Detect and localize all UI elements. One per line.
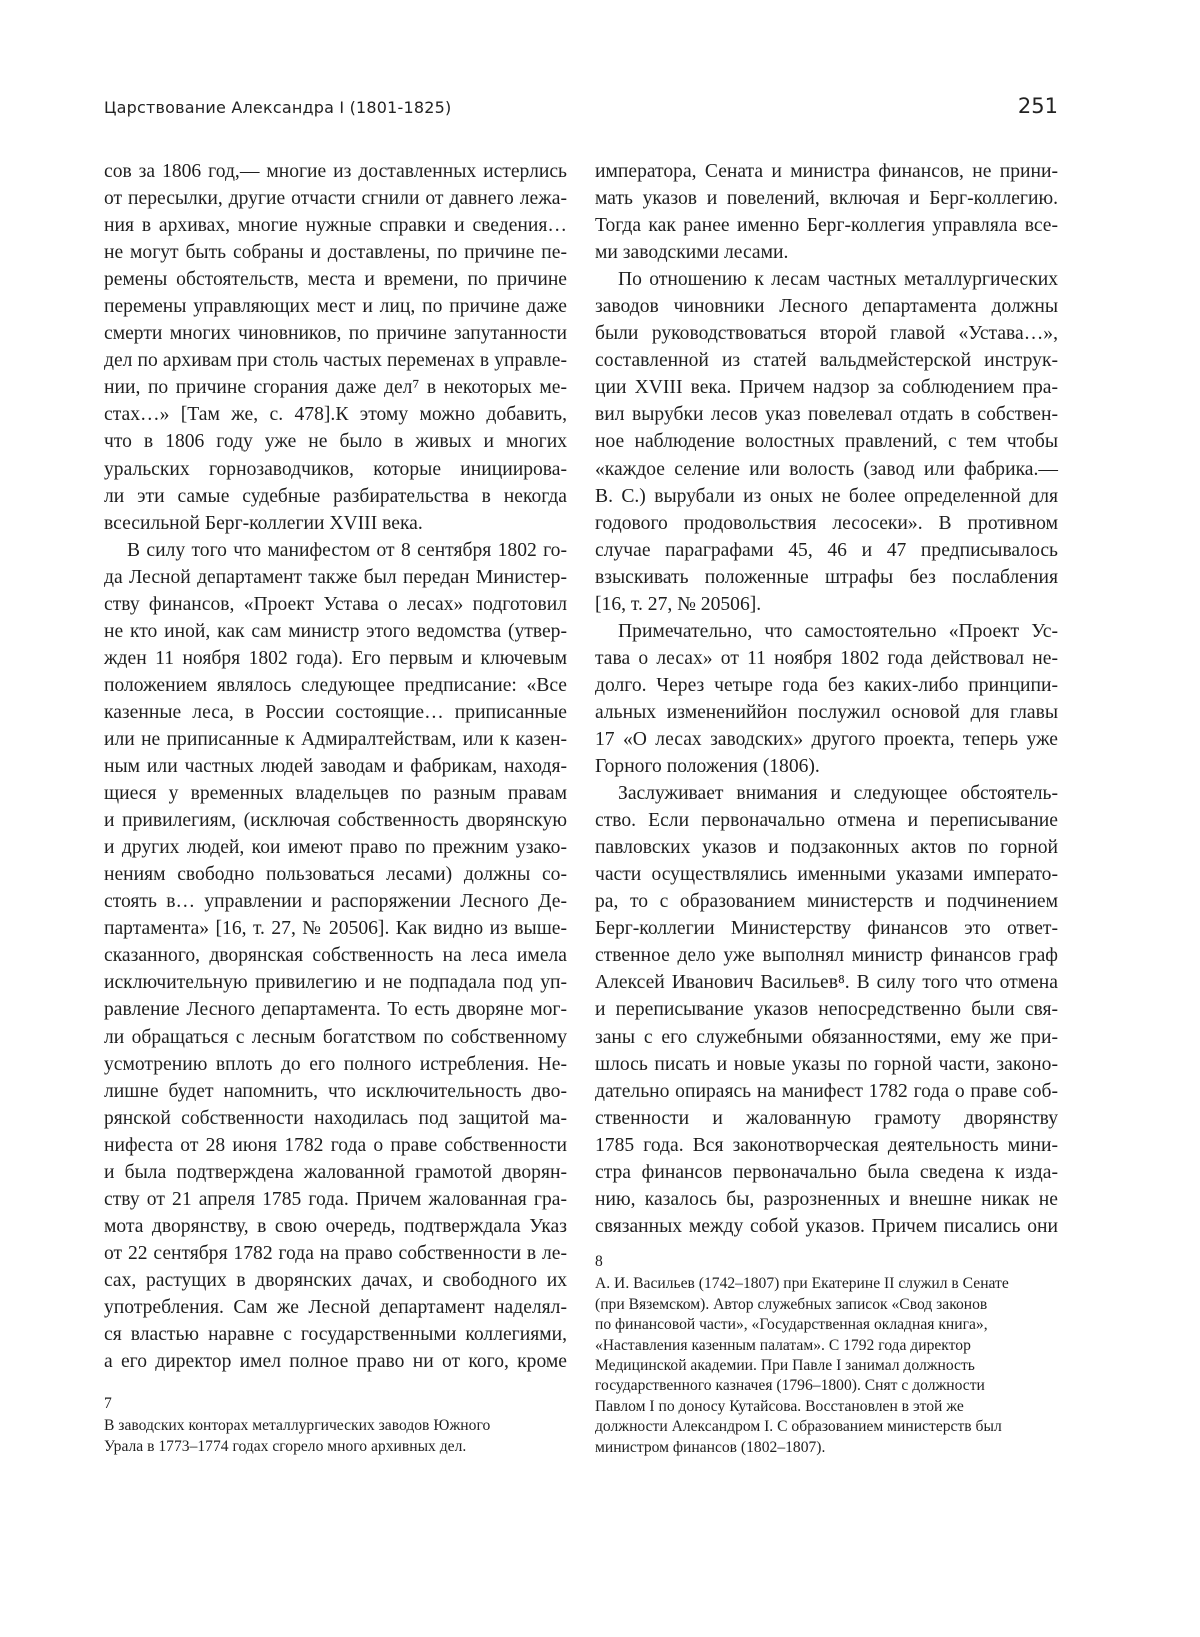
text-line: альных изменениййон послужил основой для главы: [595, 699, 1058, 726]
text-line: связанных между собой указов. Причем писались они: [595, 1213, 1058, 1240]
text-line: и переписывание указов непосредственно были свя-: [595, 996, 1058, 1023]
text-line: жден 11 ноября 1802 года). Его первым и ключевым: [104, 645, 567, 672]
footnote-number: 7: [104, 1394, 574, 1414]
text-line: долго. Через четыре года без каких-либо принципи-: [595, 672, 1058, 699]
text-line: годового продовольствия лесосеки». В противном: [595, 510, 1058, 537]
footnote-line: А. И. Васильев (1742–1807) при Екатерине II служил в Сенате: [595, 1274, 1065, 1294]
footnote-line: «Наставления казенным палатам». С 1792 года директор: [595, 1336, 1065, 1356]
paragraph: [104, 158, 567, 537]
text-line: от 22 сентября 1782 года на право собственности в ле-: [104, 1240, 567, 1267]
text-line: лишне будет напомнить, что исключительность дво-: [104, 1078, 567, 1105]
text-line: партамента» [16, т. 27, № 20506]. Как видно из выше-: [104, 915, 567, 942]
text-line: 1785 года. Вся законотворческая деятельность мини-: [595, 1132, 1058, 1159]
text-line: Примечательно, что самостоятельно «Проект Ус-: [595, 618, 1058, 645]
text-line: ству от 21 апреля 1785 года. Причем жалованная гра-: [104, 1186, 567, 1213]
footnote-line: государственного казначея (1796–1800). Снят с должности: [595, 1376, 1065, 1396]
text-line: стоять в… управлении и распоряжении Лесного Де-: [104, 888, 567, 915]
text-line: В силу того что манифестом от 8 сентября 1802 го-: [104, 537, 567, 564]
text-line: равление Лесного департамента. То есть дворяне мог-: [104, 996, 567, 1023]
text-line: нии, по причине сгорания даже дел⁷ в некоторых ме-: [104, 374, 567, 401]
text-line: щиеся у временных владельцев по разным правам: [104, 780, 567, 807]
text-line: вил вырубки лесов указ повелевал отдать в собствен-: [595, 401, 1058, 428]
text-line: «каждое селение или волость (завод или фабрика.—: [595, 456, 1058, 483]
text-line: исключительную привилегию и не подпадала под уп-: [104, 969, 567, 996]
text-line: дательно опираясь на манифест 1782 года о праве соб-: [595, 1078, 1058, 1105]
text-line: составленной из статей вальдмейстерской инструк-: [595, 347, 1058, 374]
text-line: [16, т. 27, № 20506].: [595, 591, 1058, 618]
text-line: Заслуживает внимания и следующее обстоятель-: [595, 780, 1058, 807]
text-line: мать указов и повелений, включая и Берг-коллегию.: [595, 185, 1058, 212]
text-line: были руководствоваться второй главой «Устава…»,: [595, 320, 1058, 347]
text-line: случае параграфами 45, 46 и 47 предписывалось: [595, 537, 1058, 564]
page-number: 251: [1018, 94, 1058, 118]
text-line: нениям свободно пользоваться лесами) должны со-: [104, 861, 567, 888]
footnote-line: министром финансов (1802–1807).: [595, 1438, 1065, 1458]
text-line: а его директор имел полное право ни от кого, кроме: [104, 1348, 567, 1375]
text-line: ся властью наравне с государственными коллегиями,: [104, 1321, 567, 1348]
text-line: усмотрению вплоть до его полного истребления. Не-: [104, 1051, 567, 1078]
text-line: что в 1806 году уже не было в живых и многих: [104, 428, 567, 455]
paragraph: [595, 158, 1058, 266]
text-line: да Лесной департамент также был передан Министер-: [104, 564, 567, 591]
text-line: В. С.) вырубали из оных не более определенной для: [595, 483, 1058, 510]
text-line: сказанного, дворянская собственность на леса имела: [104, 942, 567, 969]
text-line: или не приписанные к Адмиралтействам, или к казен-: [104, 726, 567, 753]
text-line: ции XVIII века. Причем надзор за соблюдением пра-: [595, 374, 1058, 401]
text-line: сах, растущих в дворянских дачах, и свободного их: [104, 1267, 567, 1294]
text-line: ли обращаться с лесным богатством по собственному: [104, 1024, 567, 1051]
footnote-line: (при Вяземском). Автор служебных записок «Свод законов: [595, 1295, 1065, 1315]
text-line: императора, Сената и министра финансов, не прини-: [595, 158, 1058, 185]
text-line: и привилегиям, (исключая собственность дворянскую: [104, 807, 567, 834]
text-line: ремены обстоятельств, места и времени, по причине: [104, 266, 567, 293]
text-line: дел по архивам при столь частых переменах в управле-: [104, 347, 567, 374]
paragraph: [595, 266, 1058, 618]
text-line: стра финансов первоначально была сведена к изда-: [595, 1159, 1058, 1186]
footnote-line: должности Александром I. С образованием министерств был: [595, 1417, 1065, 1437]
text-line: сов за 1806 год,— многие из доставленных истерлись: [104, 158, 567, 185]
text-line: смерти многих чиновников, по причине запутанности: [104, 320, 567, 347]
text-line: стах…» [Там же, с. 478].К этому можно добавить,: [104, 401, 567, 428]
text-line: ственности и жалованную грамоту дворянству: [595, 1105, 1058, 1132]
text-line: ния в архивах, многие нужные справки и сведения…: [104, 212, 567, 239]
running-head-title: Царствование Александра I (1801-1825): [104, 98, 452, 117]
text-line: не могут быть собраны и доставлены, по причине пе-: [104, 239, 567, 266]
text-line: шлось писать и новые указы по горной части, законо-: [595, 1051, 1058, 1078]
text-line: нию, казалось бы, разрозненных и внешне никак не: [595, 1186, 1058, 1213]
text-line: употребления. Сам же Лесной департамент наделял-: [104, 1294, 567, 1321]
text-line: не кто иной, как сам министр этого ведомства (утвер-: [104, 618, 567, 645]
text-line: павловских указов и подзаконных актов по горной: [595, 834, 1058, 861]
footnote-line: В заводских конторах металлургических заводов Южного: [104, 1416, 574, 1436]
text-line: казенные леса, в России состоящие… приписанные: [104, 699, 567, 726]
text-line: и других людей, кои имеют право по прежним узако-: [104, 834, 567, 861]
text-line: ра, то с образованием министерств и подчинением: [595, 888, 1058, 915]
left-column: [104, 158, 567, 1375]
text-line: ми заводскими лесами.: [595, 239, 1058, 266]
text-line: Горного положения (1806).: [595, 753, 1058, 780]
text-line: мота дворянству, в свою очередь, подтверждала Указ: [104, 1213, 567, 1240]
text-line: заны с его служебными обязанностями, ему же при-: [595, 1024, 1058, 1051]
text-line: взыскивать положенные штрафы без послабления: [595, 564, 1058, 591]
text-line: и была подтверждена жалованной грамотой дворян-: [104, 1159, 567, 1186]
footnote-7: [104, 1394, 574, 1457]
text-line: уральских горнозаводчиков, которые инициирова-: [104, 456, 567, 483]
text-line: Берг-коллегии Министерству финансов это ответ-: [595, 915, 1058, 942]
text-line: ное наблюдение волостных правлений, с тем чтобы: [595, 428, 1058, 455]
text-line: от пересылки, другие отчасти сгнили от давнего лежа-: [104, 185, 567, 212]
text-line: 17 «О лесах заводских» другого проекта, теперь уже: [595, 726, 1058, 753]
text-line: положением являлось следующее предписание: «Все: [104, 672, 567, 699]
text-line: тава о лесах» от 11 ноября 1802 года действовал не-: [595, 645, 1058, 672]
footnote-number: 8: [595, 1252, 1065, 1272]
paragraph: [104, 537, 567, 1375]
paragraph: [595, 780, 1058, 1240]
text-line: части осуществлялись именными указами императо-: [595, 861, 1058, 888]
text-line: ству финансов, «Проект Устава о лесах» подготовил: [104, 591, 567, 618]
right-column: [595, 158, 1058, 1240]
paragraph: [595, 618, 1058, 780]
text-line: Алексей Иванович Васильев⁸. В силу того что отмена: [595, 969, 1058, 996]
text-line: ство. Если первоначально отмена и переписывание: [595, 807, 1058, 834]
footnote-line: Медицинской академии. При Павле I занимал должность: [595, 1356, 1065, 1376]
text-line: перемены управляющих мест и лиц, по причине даже: [104, 293, 567, 320]
footnote-line: Урала в 1773–1774 годах сгорело много архивных дел.: [104, 1437, 574, 1457]
text-line: ным или частных людей заводам и фабрикам, находя-: [104, 753, 567, 780]
text-line: ственное дело уже выполнял министр финансов граф: [595, 942, 1058, 969]
text-line: нифеста от 28 июня 1782 года о праве собственности: [104, 1132, 567, 1159]
text-line: ли эти самые судебные разбирательства в некогда: [104, 483, 567, 510]
text-line: Тогда как ранее именно Берг-коллегия управляла все-: [595, 212, 1058, 239]
text-line: рянской собственности находилась под защитой ма-: [104, 1105, 567, 1132]
footnote-line: Павлом I по доносу Кутайсова. Восстановлен в этой же: [595, 1397, 1065, 1417]
text-line: заводов чиновники Лесного департамента должны: [595, 293, 1058, 320]
footnote-8: [595, 1252, 1065, 1458]
text-line: По отношению к лесам частных металлургических: [595, 266, 1058, 293]
footnote-line: по финансовой части», «Государственная окладная книга»,: [595, 1315, 1065, 1335]
text-line: всесильной Берг-коллегии XVIII века.: [104, 510, 567, 537]
